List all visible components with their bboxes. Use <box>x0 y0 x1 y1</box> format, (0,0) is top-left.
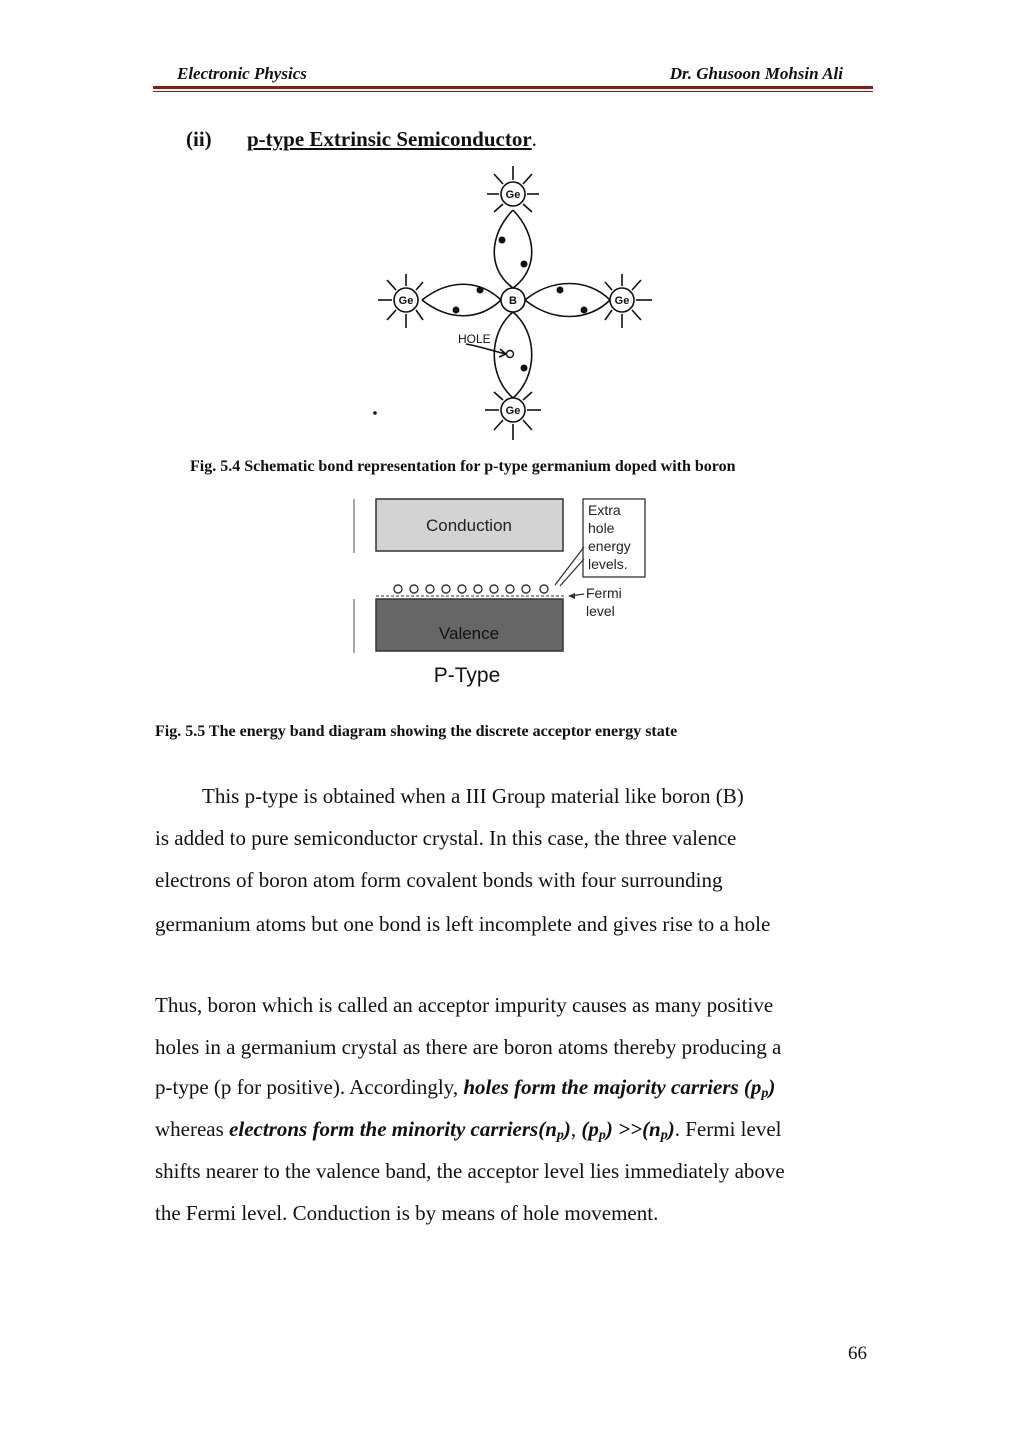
p-type-label: P-Type <box>433 664 501 687</box>
electron <box>581 307 588 314</box>
extra-label-line-2: hole <box>588 520 615 536</box>
minority-subscript: p <box>556 1128 564 1143</box>
page-number: 66 <box>848 1343 867 1364</box>
inequality-close: ) <box>667 1117 675 1141</box>
section-number: (ii) <box>186 127 212 151</box>
minority-close: ) <box>563 1117 571 1141</box>
figure-5-4-caption: Fig. 5.4 Schematic bond representation for p-type germanium doped with boron <box>190 458 736 475</box>
inequality-subscript-1: p <box>598 1128 606 1143</box>
bond-loop-right-lower <box>525 300 610 317</box>
bond-loop-right-upper <box>525 284 610 301</box>
inequality-subscript-2: p <box>660 1128 668 1143</box>
para1-line2: is added to pure semiconductor crystal. In this case, the three valence <box>155 826 737 850</box>
bond-loop-top-right <box>513 210 532 288</box>
electron <box>521 261 528 268</box>
para2-line5: shifts nearer to the valence band, the acceptor level lies immediately above <box>155 1159 785 1183</box>
para2-line6: the Fermi level. Conduction is by means of hole movement. <box>155 1201 659 1225</box>
header-rule-thick <box>153 86 873 89</box>
page-header <box>153 62 873 94</box>
atom-top-label: Ge <box>505 189 521 201</box>
extra-label-line-3: energy <box>588 538 631 554</box>
section-title <box>247 127 537 152</box>
fermi-label-line-2: level <box>586 603 615 619</box>
conduction-label: Conduction <box>425 516 513 535</box>
stray-dot <box>373 411 377 415</box>
inequality-middle: ) >>(n <box>605 1117 661 1141</box>
minority-carriers-text: electrons form the minority carriers(n <box>229 1117 557 1141</box>
electron <box>453 307 460 314</box>
callout-pointer-1 <box>555 547 584 585</box>
para2-line1: Thus, boron which is called an acceptor impurity causes as many positive <box>155 993 774 1017</box>
carrier-inequality <box>581 1117 674 1141</box>
section-title-text: p-type Extrinsic Semiconductor <box>247 127 532 151</box>
majority-subscript: p <box>761 1086 769 1101</box>
electron <box>477 287 484 294</box>
para2-line3 <box>155 1075 776 1101</box>
para2-line3-plain: p-type (p for positive). Accordingly, <box>155 1075 464 1099</box>
para1-line3: electrons of boron atom form covalent bonds with four surrounding <box>155 868 723 892</box>
electron <box>499 237 506 244</box>
majority-carriers-phrase <box>463 1075 775 1099</box>
atom-center-label: B <box>509 295 517 307</box>
figure-5-5-caption: Fig. 5.5 The energy band diagram showing the discrete acceptor energy state <box>155 723 678 740</box>
para2-line2: holes in a germanium crystal as there are boron atoms thereby producing a <box>155 1035 782 1059</box>
atom-right-label: Ge <box>614 295 630 307</box>
para2-line4-whereas: whereas <box>155 1117 230 1141</box>
electron <box>521 365 528 372</box>
bond-loop-bottom-right <box>513 312 532 398</box>
bond-loop-top-left <box>494 210 513 288</box>
fermi-arrowhead <box>568 593 575 599</box>
fermi-label-line-1: Fermi <box>586 585 622 601</box>
para2-line4-comma: , <box>570 1117 582 1141</box>
hole-label: HOLE <box>458 332 491 346</box>
bond-loop-left-lower <box>422 300 501 316</box>
extra-label-line-1: Extra <box>588 502 621 518</box>
para2-line4-tail: . Fermi level <box>674 1117 782 1141</box>
energy-band-diagram <box>350 495 660 695</box>
header-author: Dr. Ghusoon Mohsin Ali <box>669 64 843 83</box>
header-rule-thin <box>153 91 873 92</box>
para1-line1: This p-type is obtained when a III Group material like boron (B) <box>202 784 744 808</box>
inequality-open: (p <box>581 1117 599 1141</box>
bond-diagram <box>360 158 670 448</box>
valence-label: Valence <box>438 624 500 643</box>
extra-label-line-4: levels. <box>588 556 628 572</box>
bond-loop-left-upper <box>422 284 501 300</box>
section-title-period: . <box>531 127 537 151</box>
atom-bottom-label: Ge <box>505 405 521 417</box>
header-course-title: Electronic Physics <box>177 64 307 83</box>
para2-line4 <box>155 1117 782 1143</box>
para1-line4: germanium atoms but one bond is left incomplete and gives rise to a hole <box>155 912 771 936</box>
hole-marker <box>507 351 514 358</box>
acceptor-levels <box>394 585 548 593</box>
majority-carriers-text: holes form the majority carriers (p <box>463 1075 762 1099</box>
electron <box>557 287 564 294</box>
majority-close: ) <box>768 1075 776 1099</box>
atom-left-label: Ge <box>398 295 414 307</box>
minority-carriers-phrase <box>229 1117 571 1141</box>
